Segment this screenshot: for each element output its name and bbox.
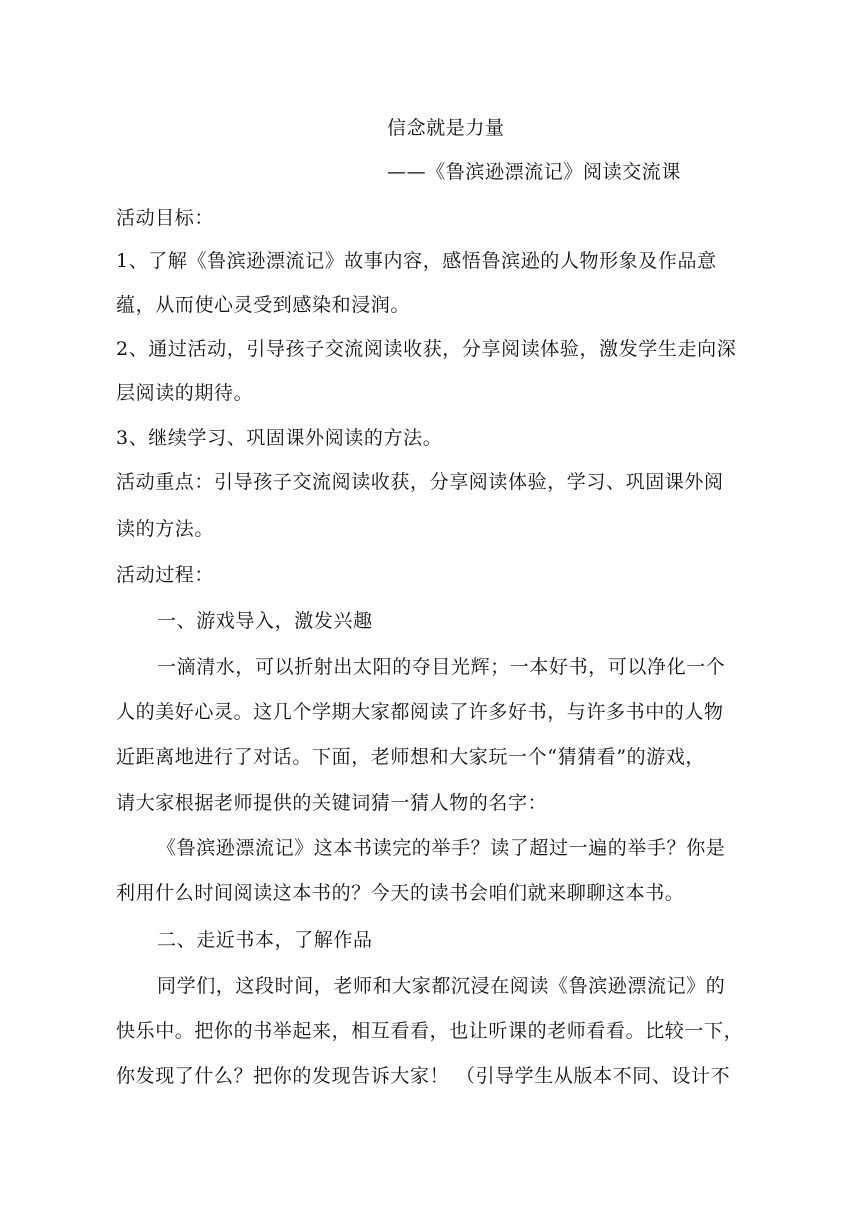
body-line-5: 层阅读的期待。 [116, 382, 254, 404]
document-subtitle: ——《鲁滨逊漂流记》阅读交流课 [387, 161, 682, 183]
body-line-19: 快乐中。把你的书举起来，相互看看，也让听课的老师看看。比较一下， [116, 1020, 744, 1042]
body-line-11: 一滴清水，可以折射出太阳的夺目光辉；一本好书，可以净化一个 [157, 656, 726, 678]
body-line-13: 近距离地进行了对话。下面，老师想和大家玩一个“猜猜看”的游戏， [116, 746, 706, 768]
body-line-9: 活动过程： [116, 564, 215, 586]
body-line-7: 活动重点：引导孩子交流阅读收获，分享阅读体验，学习、巩固课外阅 [116, 471, 724, 493]
body-line-4: 2、通过活动，引导孩子交流阅读收获，分享阅读体验，激发学生走向深 [116, 338, 737, 360]
body-line-2: 1、了解《鲁滨逊漂流记》故事内容，感悟鲁滨逊的人物形象及作品意 [116, 250, 717, 272]
body-line-8: 读的方法。 [116, 518, 215, 540]
document-title: 信念就是力量 [387, 117, 505, 139]
body-line-18: 同学们，这段时间，老师和大家都沉浸在阅读《鲁滨逊漂流记》的 [157, 975, 726, 997]
body-line-16: 利用什么时间阅读这本书的？今天的读书会咱们就来聊聊这本书。 [116, 882, 685, 904]
body-line-14: 请大家根据老师提供的关键词猜一猜人物的名字： [116, 792, 548, 814]
body-line-12: 人的美好心灵。这几个学期大家都阅读了许多好书，与许多书中的人物 [116, 701, 724, 723]
body-line-1: 活动目标： [116, 207, 215, 229]
body-line-20: 你发现了什么？把你的发现告诉大家！ （引导学生从版本不同、设计不 [116, 1065, 731, 1087]
section-heading-1: 一、游戏导入，激发兴趣 [157, 610, 373, 632]
section-heading-2: 二、走近书本，了解作品 [157, 929, 373, 951]
body-line-6: 3、继续学习、巩固课外阅读的方法。 [116, 427, 443, 449]
body-line-15: 《鲁滨逊漂流记》这本书读完的举手？读了超过一遍的举手？你是 [157, 837, 726, 859]
body-line-3: 蕴，从而使心灵受到感染和浸润。 [116, 294, 411, 316]
